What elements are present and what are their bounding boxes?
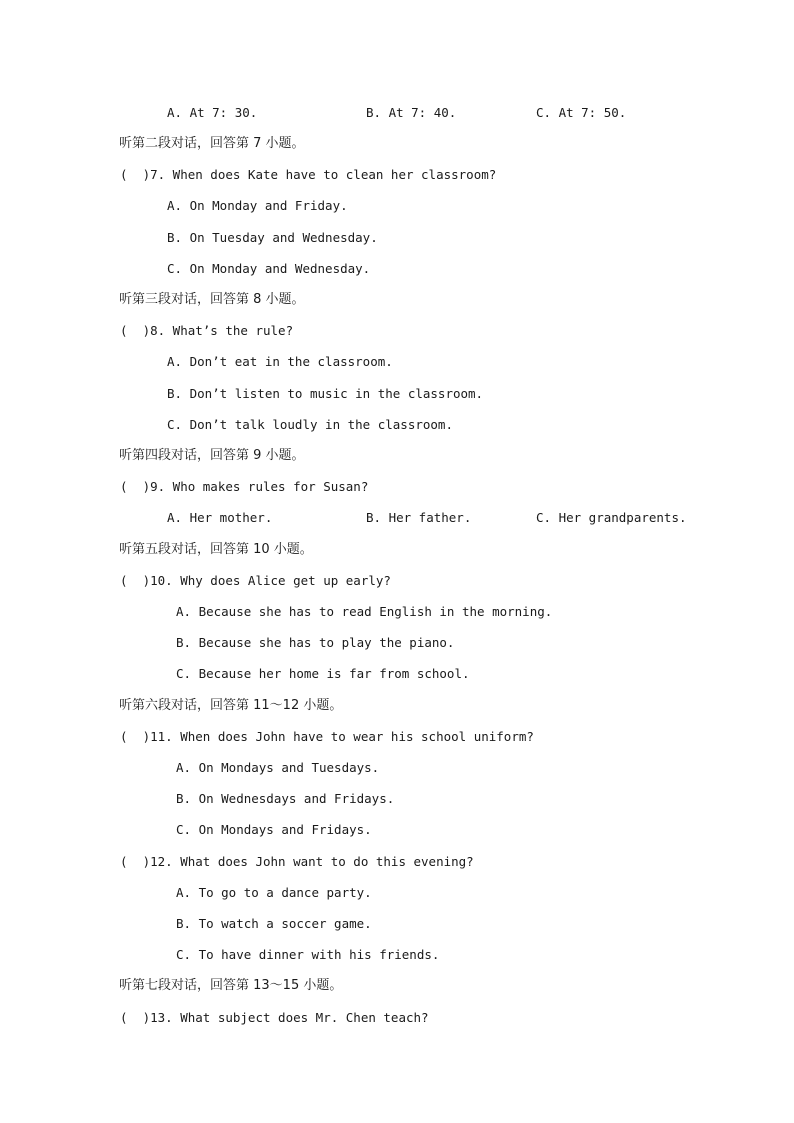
q10-option-c: C. Because her home is far from school.	[176, 666, 470, 681]
q11-option-a: A. On Mondays and Tuesdays.	[176, 760, 380, 775]
section-2-heading: 听第二段对话，回答第 7 小题。	[119, 136, 305, 151]
question-12: ( )12. What does John want to do this evening?	[120, 854, 474, 869]
section-4-heading: 听第四段对话，回答第 9 小题。	[119, 448, 305, 463]
section-6-heading: 听第六段对话，回答第 11～12 小题。	[119, 698, 343, 713]
question-10: ( )10. Why does Alice get up early?	[120, 573, 391, 588]
q10-option-a: A. Because she has to read English in the morning.	[176, 604, 553, 619]
q8-option-a: A. Don’t eat in the classroom.	[167, 354, 393, 369]
q8-option-c: C. Don’t talk loudly in the classroom.	[167, 417, 453, 432]
q12-option-a: A. To go to a dance party.	[176, 885, 372, 900]
section-5-heading: 听第五段对话，回答第 10 小题。	[119, 542, 313, 557]
q7-option-b: B. On Tuesday and Wednesday.	[167, 230, 378, 245]
question-11: ( )11. When does John have to wear his school uniform?	[120, 729, 534, 744]
section-7-heading: 听第七段对话，回答第 13～15 小题。	[119, 978, 343, 993]
q6-option-c: C. At 7: 50.	[536, 105, 627, 120]
q11-option-b: B. On Wednesdays and Fridays.	[176, 791, 395, 806]
section-3-heading: 听第三段对话，回答第 8 小题。	[119, 292, 305, 307]
q6-option-b: B. At 7: 40.	[366, 105, 457, 120]
q10-option-b: B. Because she has to play the piano.	[176, 635, 455, 650]
q12-option-c: C. To have dinner with his friends.	[176, 947, 440, 962]
q9-option-b: B. Her father.	[366, 510, 472, 525]
question-9: ( )9. Who makes rules for Susan?	[120, 479, 369, 494]
q6-option-a: A. At 7: 30.	[167, 105, 258, 120]
q12-option-b: B. To watch a soccer game.	[176, 916, 372, 931]
question-7: ( )7. When does Kate have to clean her classroom?	[120, 167, 497, 182]
question-8: ( )8. What’s the rule?	[120, 323, 294, 338]
question-13: ( )13. What subject does Mr. Chen teach?	[120, 1010, 429, 1025]
q9-option-c: C. Her grandparents.	[536, 510, 687, 525]
q7-option-a: A. On Monday and Friday.	[167, 198, 348, 213]
q9-option-a: A. Her mother.	[167, 510, 273, 525]
q8-option-b: B. Don’t listen to music in the classroom.	[167, 386, 484, 401]
q7-option-c: C. On Monday and Wednesday.	[167, 261, 371, 276]
q11-option-c: C. On Mondays and Fridays.	[176, 822, 372, 837]
